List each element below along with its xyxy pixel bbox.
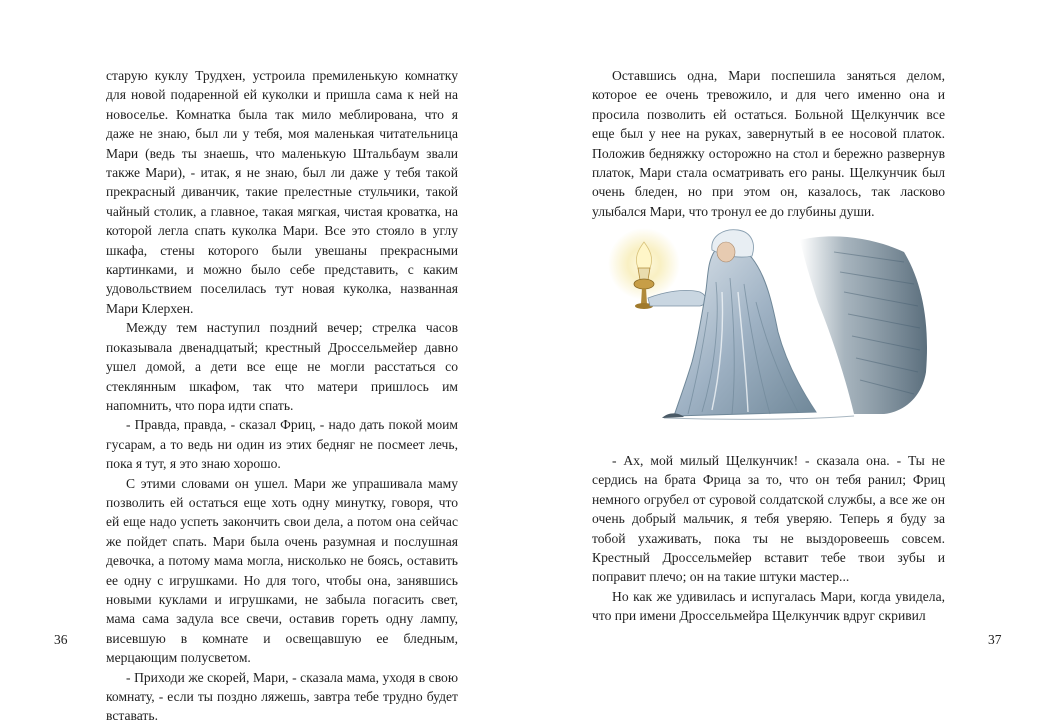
woman-dress bbox=[674, 247, 816, 416]
lamp-chimney bbox=[638, 268, 650, 280]
left-page-text bbox=[106, 66, 458, 726]
page-number: 36 bbox=[54, 632, 68, 647]
left-page bbox=[0, 0, 525, 724]
right-page-text-top bbox=[592, 66, 945, 221]
lamp-bowl bbox=[634, 279, 654, 289]
floor-line bbox=[664, 416, 854, 419]
paragraph: Между тем наступил поздний вечер; стрелка часов показывала двенадцатый; крестный Дроссельмейер давно ушел домой, а дети все еще не могли расстаться со стеклянным шкафом, так что матери пришлось им напомнить, что пора идти спать. bbox=[106, 320, 458, 413]
paragraph: - Приходи же скорей, Мари, - сказала мама, уходя в свою комнату, - если ты поздно ляжешь, завтра тебе трудно будет вставать. bbox=[106, 669, 458, 724]
paragraph: С этими словами он ушел. Мари же упрашивала маму позволить ей остаться еще хоть одну минутку, говоря, что ей еще надо успеть закончить свои дела, а потом она сейчас же пойдет спать. Мари была очень разумная и послушная девочка, а потому мама могла, нисколько не боясь, оставить ее одну с игрушками. Но для того, чтобы она, занявшись новыми куклами и игрушками, не забыла погасить свет, мама сама задула все свечи, оставив гореть одну лампу, висевшую в комнате и освещавшую ее бледным, мерцающим полусветом. bbox=[106, 475, 458, 666]
page-number: 37 bbox=[988, 632, 1002, 647]
paragraph: - Ах, мой милый Щелкунчик! - сказала она. - Ты не сердись на брата Фрица за то, что он тебя ранил; Фриц немного огрубел от суровой солдатской службы, а все же он очень добрый мальчик, я тебя уверяю. Теперь я буду за тобой ухаживать, пока ты не выздоровеешь совсем. Крестный Дроссельмейер вставит тебе твои зубы и поправит плечо; он на такие штуки мастер... bbox=[592, 453, 945, 585]
paragraph: - Правда, правда, - сказал Фриц, - надо дать покой моим гусарам, а то ведь ни один из этих бедняг не посмеет лечь, пока я тут, я это знаю хорошо. bbox=[106, 417, 458, 472]
paragraph: Оставшись одна, Мари поспешила заняться делом, которое ее очень тревожило, и для чего именно она и просила позволить ей остаться. Больной Щелкунчик все еще был у нее на руках, завернутый в ее носовой платок. Положив бедняжку осторожно на стол и бережно развернув платок, Мари стала осматривать его раны. Щелкунчик был очень бледен, но при этом он, казалось, так ласково улыбался Мари, что тронул ее до глубины души. bbox=[592, 68, 945, 219]
right-page bbox=[526, 0, 1051, 700]
woman-with-oil-lamp-illustration bbox=[604, 222, 940, 428]
paragraph: Но как же удивилась и испугалась Мари, когда увидела, что при имени Дроссельмейра Щелкунчик вдруг скривил bbox=[592, 588, 945, 624]
paragraph: старую куклу Трудхен, устроила премиленькую комнатку для новой подаренной ей куколки и пришла сама к ней на новоселье. Комнатка была так мило меблирована, что я даже не знаю, был ли у тебя, моя маленькая читательница Мари (ведь ты знаешь, что маленькую Штальбаум звали также Мари), - итак, я не знаю, был ли даже у тебя такой прекрасный диванчик, такие прелестные стульчики, такой чайный столик, а главное, такая мягкая, чистая кроватка, на которой легла спать куколка Мари. Все это стояло в углу шкафа, стены которого были увешаны прекрасными картинками, и можно было себе представить, с каким удовольствием поселилась тут новая куколка, названная Мари Клерхен. bbox=[106, 68, 458, 316]
lamp-stem bbox=[641, 288, 647, 304]
right-page-text-bottom bbox=[592, 451, 945, 626]
woman-face bbox=[717, 242, 735, 262]
